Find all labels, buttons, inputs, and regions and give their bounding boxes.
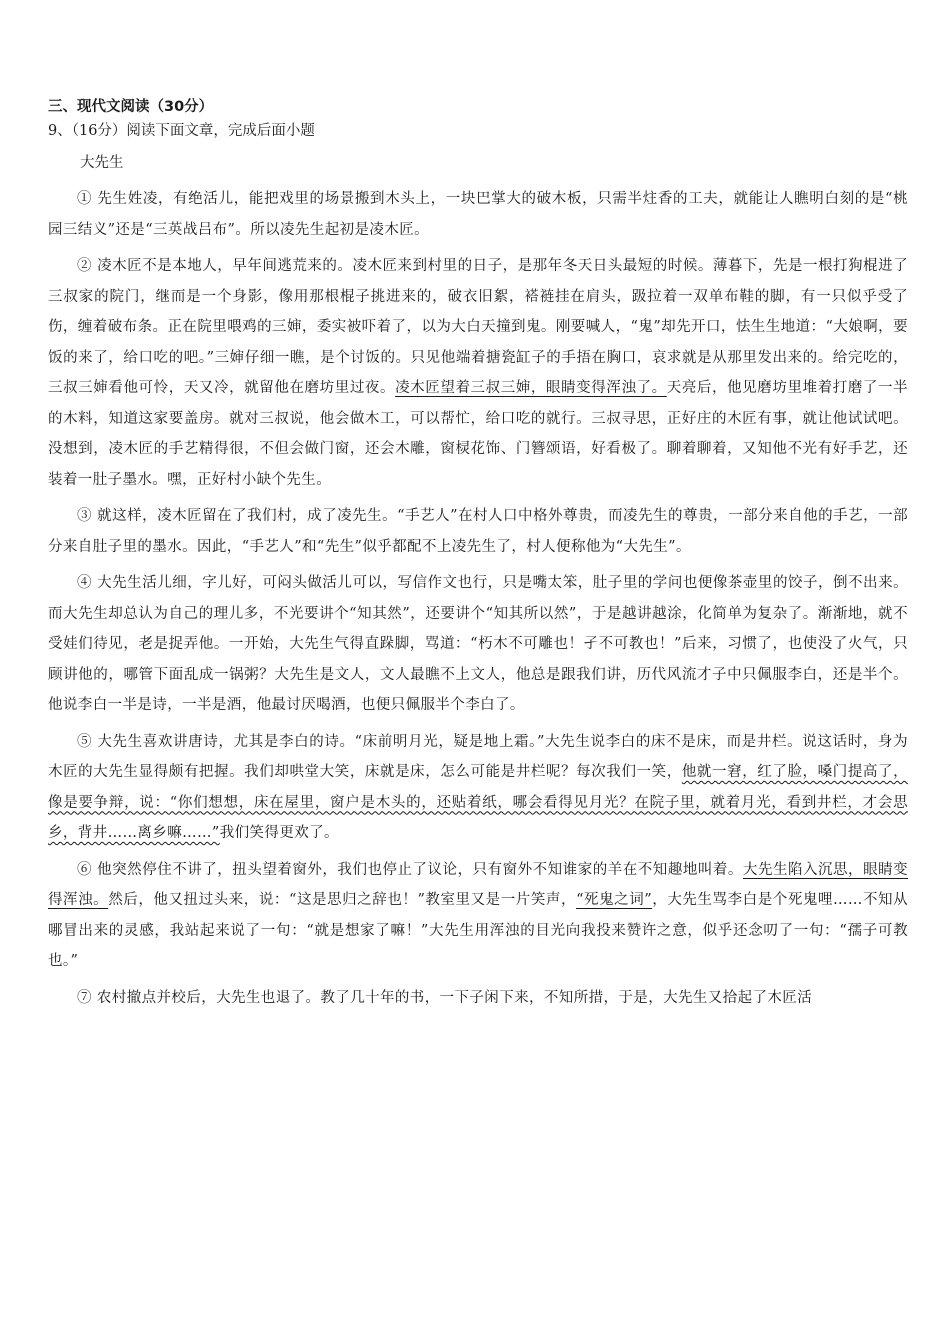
paragraph-3	[48, 501, 908, 562]
paragraph-text: ，大先生骂李白是个死鬼哩……不知从哪冒出来的灵感，我站起来说了一句：“就是想家了嘛！”大先生用浑浊的目光向我投来赞许之意，似乎还念叨了一句：“孺子可教也。”	[48, 892, 908, 969]
paragraph-text: ④ 大先生活儿细，字儿好，可闷头做活儿可以，写信作文也行，只是嘴太笨，肚子里的学问也便像茶壶里的饺子，倒不出来。而大先生却总认为自己的理儿多，不光要讲个“知其然”，还要讲个“知其所以然”，于是越讲越涂，化简单为复杂了。渐渐地，就不受娃们待见，老是捉弄他。一开始，大先生气得直跺脚，骂道：“朽木不可雕也！孑不可教也！”后来，习惯了，也使没了火气，只顾讲他的，哪管下面乱成一锅粥？大先生是文人，文人最瞧不上文人，他总是跟我们讲，历代风流才子中只佩服李白，还是半个。他说李白一半是诗，一半是酒，他最讨厌喝酒，也便只佩服半个李白了。	[48, 575, 908, 713]
paragraph-4	[48, 568, 908, 721]
underlined-text: 他就一窘，红了脸，嗓门提高了，像是要争辩，说：“你们想想，床在屋里，窗户是木头的，还贴着纸，哪会看得见月光？在院子里，就着月光，看到井栏，才会思乡，背井……离乡嘛……”	[48, 764, 909, 841]
exam-page	[48, 96, 908, 1013]
paragraph-text: ① 先生姓凌，有绝活儿，能把戏里的场景搬到木头上，一块巴掌大的破木板，只需半炷香的工夫，就能让人瞧明白刻的是“桃园三结义”还是“三英战吕布”。所以凌先生起初是凌木匠。	[48, 191, 908, 238]
paragraph-6	[48, 855, 908, 977]
paragraph-text: 天亮后，他见磨坊里堆着打磨了一半的木料，知道这家要盖房。就对三叔说，他会做木工，可以帮忙，给口吃的就行。三叔寻思，正好庄的木匠有事，就让他试试吧。没想到，凌木匠的手艺精得很，不但会做门窗，还会木雕，窗棂花饰、门簪颂语，好看极了。聊着聊着，又知他不光有好手艺，还装着一肚子墨水。嘿，正好村小缺个先生。	[48, 380, 908, 488]
article-body	[48, 184, 908, 1013]
article-title: 大先生	[80, 155, 124, 171]
underlined-text: 凌木匠望着三叔三婶，眼睛变得浑浊了。	[395, 380, 667, 396]
paragraph-text: 然后，他又扭过头来，说：“这是思归之辞也！”教室里又是一片笑声，	[108, 892, 577, 908]
paragraph-5	[48, 727, 908, 849]
paragraph-2	[48, 251, 908, 495]
question-prompt: 9、（16分）阅读下面文章，完成后面小题	[48, 123, 315, 139]
paragraph-text: ⑥ 他突然停住不讲了，扭头望着窗外，我们也停止了议论，只有窗外不知谁家的羊在不知趣地叫着。	[77, 861, 743, 878]
paragraph-text: ③ 就这样，凌木匠留在了我们村，成了凌先生。“手艺人”在村人口中格外尊贵，而凌先生的尊贵，一部分来自他的手艺，一部分来自肚子里的墨水。因此，“手艺人”和“先生”似乎都配不上凌先生了，村人便称他为“大先生”。	[48, 508, 908, 555]
paragraph-text: ⑤ 大先生喜欢讲唐诗，尤其是李白的诗。“床前明月光，疑是地上霜。”大先生说李白的床不是床，而是井栏。说这话时，身为木匠的大先生显得颇有把握。我们却哄堂大笑，床就是床，怎么可能是井栏呢？每次我们一笑，	[48, 733, 908, 780]
section-title: 三、现代文阅读（30分）	[48, 99, 214, 115]
paragraph-7	[48, 983, 908, 1014]
underlined-text: 大先生陷入沉思，眼睛变得浑浊。	[48, 861, 909, 908]
paragraph-text: 我们笑得更欢了。	[219, 825, 339, 841]
underlined-text: “死鬼之词”	[576, 892, 653, 908]
paragraph-text: ② 凌木匠不是本地人，早年间逃荒来的。凌木匠来到村里的日子，是那年冬天日头最短的时候。薄暮下，先是一根打狗棍进了三叔家的院门，继而是一个身影，像用那根棍子挑进来的，破衣旧絮，褡裢挂在肩头，趿拉着一双单布鞋的脚，有一只似乎受了伤，缠着破布条。正在院里喂鸡的三婶，委实被吓着了，以为大白天撞到鬼。刚要喊人，“鬼”却先开口，怯生生地道：“大娘啊，要饭的来了，给口吃的吧。”三婶仔细一瞧，是个讨饭的。只见他端着搪瓷缸子的手捂在胸口，哀求就是从那里发出来的。给完吃的，三叔三婶看他可怜，天又冷，就留他在磨坊里过夜。	[48, 258, 908, 396]
paragraph-text: ⑦ 农村撤点并校后，大先生也退了。教了几十年的书，一下子闲下来，不知所措，于是，大先生又拾起了木匠活	[77, 989, 813, 1006]
paragraph-1	[48, 184, 908, 245]
